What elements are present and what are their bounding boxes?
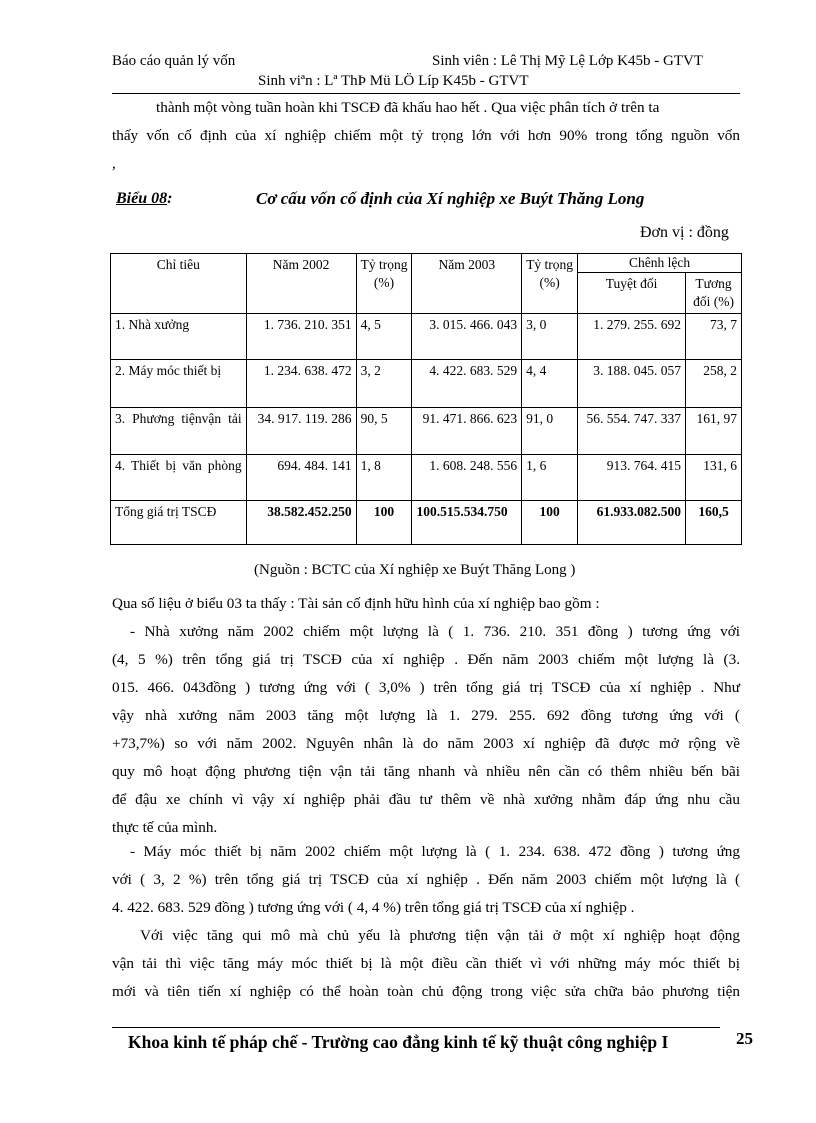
cell-tt-2003: 3, 0 xyxy=(522,314,578,360)
cell-rel: 161, 97 xyxy=(686,408,742,455)
cell-tt-2003: 4, 4 xyxy=(522,360,578,408)
cell-total-2002: 38.582.452.250 xyxy=(246,501,356,545)
body-line: +73,7%) so với năm 2002. Nguyên nhân là do năm 2003 xí nghiệp đã được mở rộng về xyxy=(112,735,740,752)
cell-rel: 73, 7 xyxy=(686,314,742,360)
cell-2002: 1. 736. 210. 351 xyxy=(246,314,356,360)
table-total-row xyxy=(111,501,742,545)
cell-abs: 56. 554. 747. 337 xyxy=(578,408,686,455)
footer-text: Khoa kinh tế pháp chế - Trường cao đẳng kinh tế kỹ thuật công nghiệp I xyxy=(128,1032,669,1052)
cell-name: 1. Nhà xưởng xyxy=(111,314,247,360)
cell-name: 2. Máy móc thiết bị xyxy=(111,360,247,408)
th-nam-2002: Năm 2002 xyxy=(246,254,356,314)
intro-line-1: thành một vòng tuần hoàn khi TSCĐ đã khấu hao hết . Qua việc phân tích ở trên ta xyxy=(156,99,660,116)
cell-abs: 3. 188. 045. 057 xyxy=(578,360,686,408)
cell-2003: 1. 608. 248. 556 xyxy=(412,455,522,501)
cell-2002: 694. 484. 141 xyxy=(246,455,356,501)
cell-rel: 131, 6 xyxy=(686,455,742,501)
body-line: vận tải thì việc tăng máy móc thiết bị là một điều cần thiết vì với những máy móc thiết bị xyxy=(112,955,740,972)
body-line: quy mô hoạt động phương tiện vận tải tăng nhanh và nhiều nên cần có thêm nhiều bến bãi xyxy=(112,763,740,780)
capital-structure-table xyxy=(110,253,742,545)
header-sub: Sinh viªn : Lª ThÞ Mü LÖ Líp K45b - GTVT xyxy=(258,73,529,89)
body-paragraph-4 xyxy=(112,922,740,1006)
cell-tt-2002: 1, 8 xyxy=(356,455,412,501)
cell-total-2003: 100.515.534.750 xyxy=(412,501,522,545)
th-tuong-doi: Tương đối (%) xyxy=(686,273,742,314)
body-line: thực tế của mình. xyxy=(112,819,218,836)
cell-total-tt-2003: 100 xyxy=(522,501,578,545)
cell-2002: 1. 234. 638. 472 xyxy=(246,360,356,408)
body-line: (4, 5 %) trên tổng giá trị TSCĐ của xí nghiệp . Đến năm 2003 chiếm một lượng là (3. xyxy=(112,651,740,668)
intro-line-2: thấy vốn cố định của xí nghiệp chiếm một tỷ trọng lớn với hơn 90% trong tổng nguồn vốn xyxy=(112,127,740,144)
body-line: Qua số liệu ở biểu 03 ta thấy : Tài sản cố định hữu hình của xí nghiệp bao gồm : xyxy=(112,595,600,612)
table-row xyxy=(111,360,742,408)
cell-tt-2002: 4, 5 xyxy=(356,314,412,360)
chart-label-text: Biểu 08 xyxy=(116,190,168,207)
body-line: 015. 466. 043đồng ) tương ứng với ( 3,0% ) trên tổng giá trị TSCĐ của xí nghiệp . Như xyxy=(112,679,740,696)
body-line: Với việc tăng qui mô mà chủ yếu là phương tiện vận tải ở một xí nghiệp hoạt động xyxy=(140,927,740,944)
cell-total-tt-2002: 100 xyxy=(356,501,412,545)
unit-label: Đơn vị : đồng xyxy=(640,224,729,241)
table-header-row xyxy=(111,254,742,273)
cell-rel: 258, 2 xyxy=(686,360,742,408)
body-line: để đậu xe chính vì vậy xí nghiệp phải đầu tư thêm về nhà xưởng nhằm đáp ứng nhu cầu xyxy=(112,791,740,808)
th-ty-trong-2003: Tỷ trọng (%) xyxy=(522,254,578,314)
chart-title: Cơ cấu vốn cố định của Xí nghiệp xe Buýt Thăng Long xyxy=(256,189,645,208)
table-source: (Nguồn : BCTC của Xí nghiệp xe Buýt Thăng Long ) xyxy=(254,562,576,578)
cell-total-rel: 160,5 xyxy=(686,501,742,545)
cell-2003: 3. 015. 466. 043 xyxy=(412,314,522,360)
body-line: vậy nhà xưởng năm 2003 tăng một lượng là 1. 279. 255. 692 đồng tương ứng với ( xyxy=(112,707,740,724)
intro-line-3: , xyxy=(112,155,116,172)
cell-tt-2003: 91, 0 xyxy=(522,408,578,455)
th-tuyet-doi: Tuyệt đối xyxy=(578,273,686,314)
body-line: - Máy móc thiết bị năm 2002 chiếm một lượng là ( 1. 234. 638. 472 đồng ) tương ứng xyxy=(130,843,740,860)
header-left: Báo cáo quản lý vốn xyxy=(112,53,236,69)
body-line: - Nhà xưởng năm 2002 chiếm một lượng là ( 1. 736. 210. 351 đồng ) tương ứng với xyxy=(130,623,740,640)
body-line: 4. 422. 683. 529 đồng ) tương ứng với ( 4, 4 %) trên tổng giá trị TSCĐ của xí nghiệp . xyxy=(112,899,635,916)
body-paragraph-1 xyxy=(112,590,740,618)
intro-paragraph xyxy=(112,94,740,178)
cell-total-abs: 61.933.082.500 xyxy=(578,501,686,545)
table-row xyxy=(111,314,742,360)
cell-2003: 4. 422. 683. 529 xyxy=(412,360,522,408)
cell-abs: 1. 279. 255. 692 xyxy=(578,314,686,360)
cell-2002: 34. 917. 119. 286 xyxy=(246,408,356,455)
footer-rule xyxy=(112,1027,720,1028)
header-right: Sinh viên : Lê Thị Mỹ Lệ Lớp K45b - GTVT xyxy=(432,53,703,69)
body-line: với ( 3, 2 %) trên tổng giá trị TSCĐ của xí nghiệp . Đến năm 2003 chiếm một lượng là ( xyxy=(112,871,740,888)
cell-name: 4. Thiết bị văn phòng xyxy=(111,455,247,501)
chart-label-colon: : xyxy=(167,190,173,207)
cell-total-name: Tổng giá trị TSCĐ xyxy=(111,501,247,545)
cell-tt-2002: 3, 2 xyxy=(356,360,412,408)
body-paragraph-2 xyxy=(112,618,740,842)
body-paragraph-3 xyxy=(112,838,740,922)
chart-label xyxy=(116,190,172,208)
body-line: mới và tiên tiến xí nghiệp có thể hoàn toàn chủ động trong việc sửa chữa bảo phương tiện xyxy=(112,983,740,1000)
th-chi-tieu: Chỉ tiêu xyxy=(111,254,247,314)
cell-tt-2003: 1, 6 xyxy=(522,455,578,501)
th-ty-trong-2002: Tỷ trọng (%) xyxy=(356,254,412,314)
cell-tt-2002: 90, 5 xyxy=(356,408,412,455)
th-chenh-lech: Chênh lệch xyxy=(578,254,742,273)
th-nam-2003: Năm 2003 xyxy=(412,254,522,314)
page-number: 25 xyxy=(736,1029,753,1048)
table-row xyxy=(111,408,742,455)
cell-name: 3. Phương tiệnvận tải xyxy=(111,408,247,455)
table-row xyxy=(111,455,742,501)
cell-abs: 913. 764. 415 xyxy=(578,455,686,501)
cell-2003: 91. 471. 866. 623 xyxy=(412,408,522,455)
